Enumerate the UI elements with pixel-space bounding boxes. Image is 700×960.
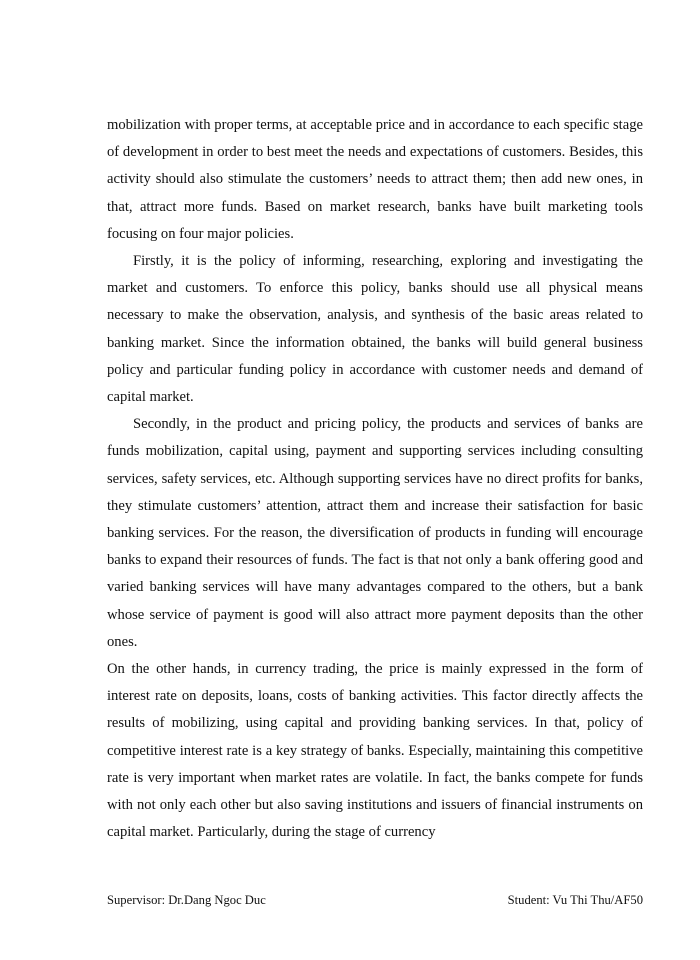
paragraph-secondly: Secondly, in the product and pricing policy, the products and services of banks are funds mobilization, capital using, payment and supporting services including consulting services, safety services, etc. Although supporting services have no direct profits for banks, they stimulate customers’ attention, attract them and increase their satisfaction for basic banking services. For the reason, the diversification of products in funding will encourage banks to expand their resources of funds. The fact is that not only a bank offering good and varied banking services will have many advantages compared to the others, but a bank whose service of payment is good will also attract more payment deposits than the other ones. bbox=[107, 416, 643, 650]
page-footer bbox=[107, 893, 643, 908]
paragraph-other-hands: On the other hands, in currency trading, the price is mainly expressed in the form of interest rate on deposits, loans, costs of banking activities. This factor directly affects the results of mobilizing, using capital and providing banking services. In that, policy of competitive interest rate is a key strategy of banks. Especially, maintaining this competitive rate is very important when market rates are volatile. In fact, the banks compete for funds with not only each other but also saving institutions and issuers of financial instruments on capital market. Particularly, during the stage of currency bbox=[107, 661, 643, 841]
footer-student: Student: Vu Thi Thu/AF50 bbox=[507, 893, 643, 907]
footer-supervisor: Supervisor: Dr.Dang Ngoc Duc bbox=[107, 893, 266, 907]
body-text bbox=[107, 112, 643, 846]
paragraph-firstly: Firstly, it is the policy of informing, researching, exploring and investigating the market and customers. To enforce this policy, banks should use all physical means necessary to make the observation, analysis, and synthesis of the basic areas related to banking market. Since the information obtained, the banks will build general business policy and particular funding policy in accordance with customer needs and demand of capital market. bbox=[107, 253, 643, 406]
paragraph-intro-continuation: mobilization with proper terms, at acceptable price and in accordance to each specific stage of development in order to best meet the needs and expectations of customers. Besides, this activity should also stimulate the customers’ needs to attract them; then add new ones, in that, attract more funds. Based on market research, banks have built marketing tools focusing on four major policies. bbox=[107, 117, 643, 242]
